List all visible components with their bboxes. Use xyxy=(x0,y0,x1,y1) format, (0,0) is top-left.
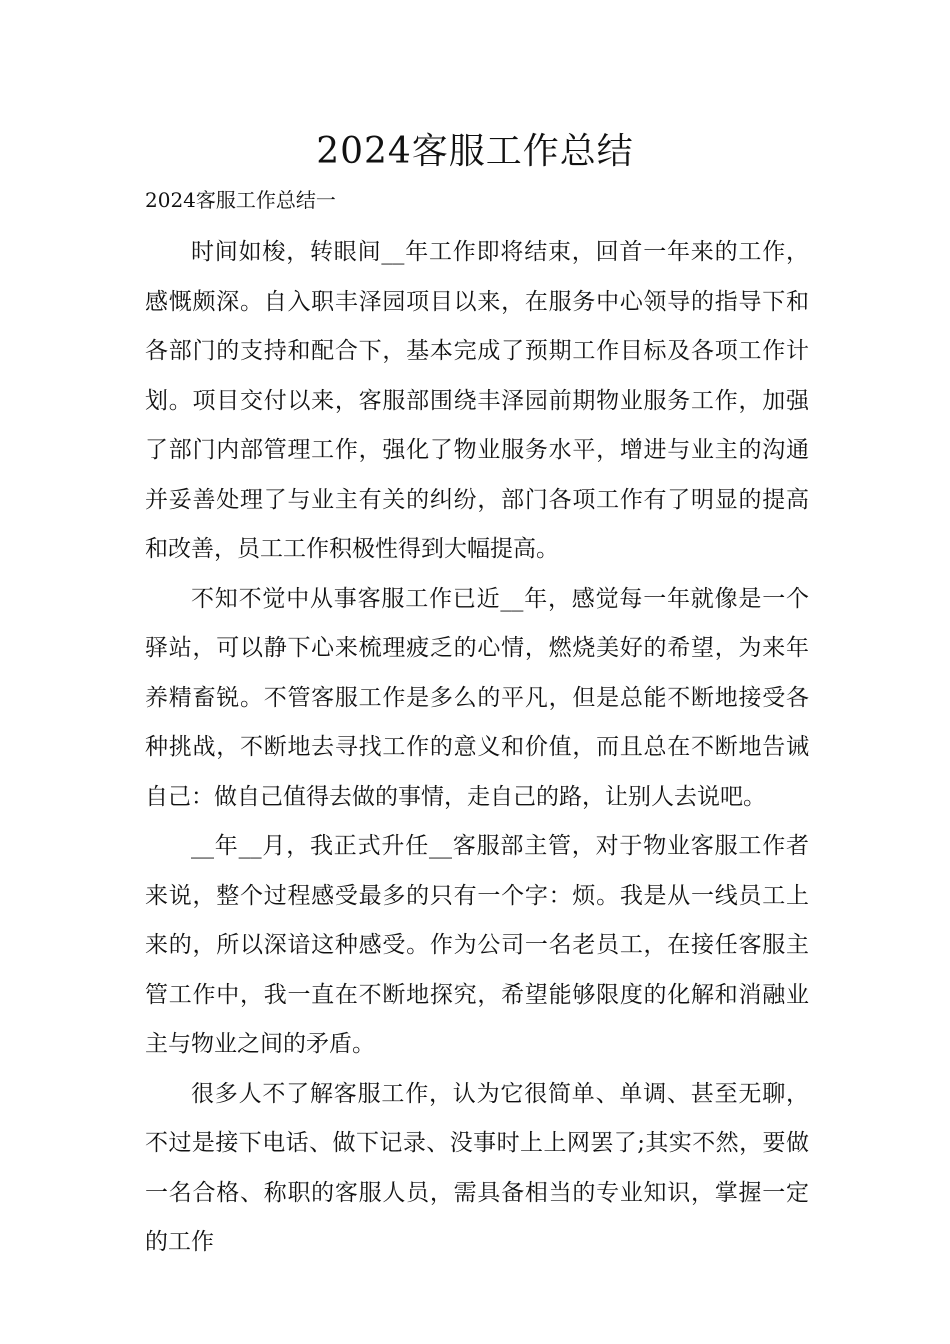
body-text xyxy=(145,228,809,1268)
paragraph: 很多人不了解客服工作，认为它很简单、单调、甚至无聊，不过是接下电话、做下记录、没事时上上网罢了;其实不然，要做一名合格、称职的客服人员，需具备相当的专业知识，掌握一定的工作 xyxy=(145,1080,809,1255)
document-title: 2024客服工作总结 xyxy=(316,131,634,172)
paragraph: __年__月，我正式升任__客服部主管，对于物业客服工作者来说，整个过程感受最多的只有一个字：烦。我是从一线员工上来的，所以深谙这种感受。作为公司一名老员工，在接任客服主管工作中，我一直在不断地探究，希望能够限度的化解和消融业主与物业之间的矛盾。 xyxy=(145,833,809,1057)
section-subtitle: 2024客服工作总结一 xyxy=(145,188,336,212)
paragraph: 不知不觉中从事客服工作已近__年，感觉每一年就像是一个驿站，可以静下心来梳理疲乏的心情，燃烧美好的希望，为来年养精畜锐。不管客服工作是多么的平凡，但是总能不断地接受各种挑战，不断地去寻找工作的意义和价值，而且总在不断地告诫自己：做自己值得去做的事情，走自己的路，让别人去说吧。 xyxy=(145,585,809,810)
paragraph: 时间如梭，转眼间__年工作即将结束，回首一年来的工作，感慨颇深。自入职丰泽园项目以来，在服务中心领导的指导下和各部门的支持和配合下，基本完成了预期工作目标及各项工作计划。项目交付以来，客服部围绕丰泽园前期物业服务工作，加强了部门内部管理工作，强化了物业服务水平，增进与业主的沟通并妥善处理了与业主有关的纠纷，部门各项工作有了明显的提高和改善，员工工作积极性得到大幅提高。 xyxy=(145,239,809,562)
